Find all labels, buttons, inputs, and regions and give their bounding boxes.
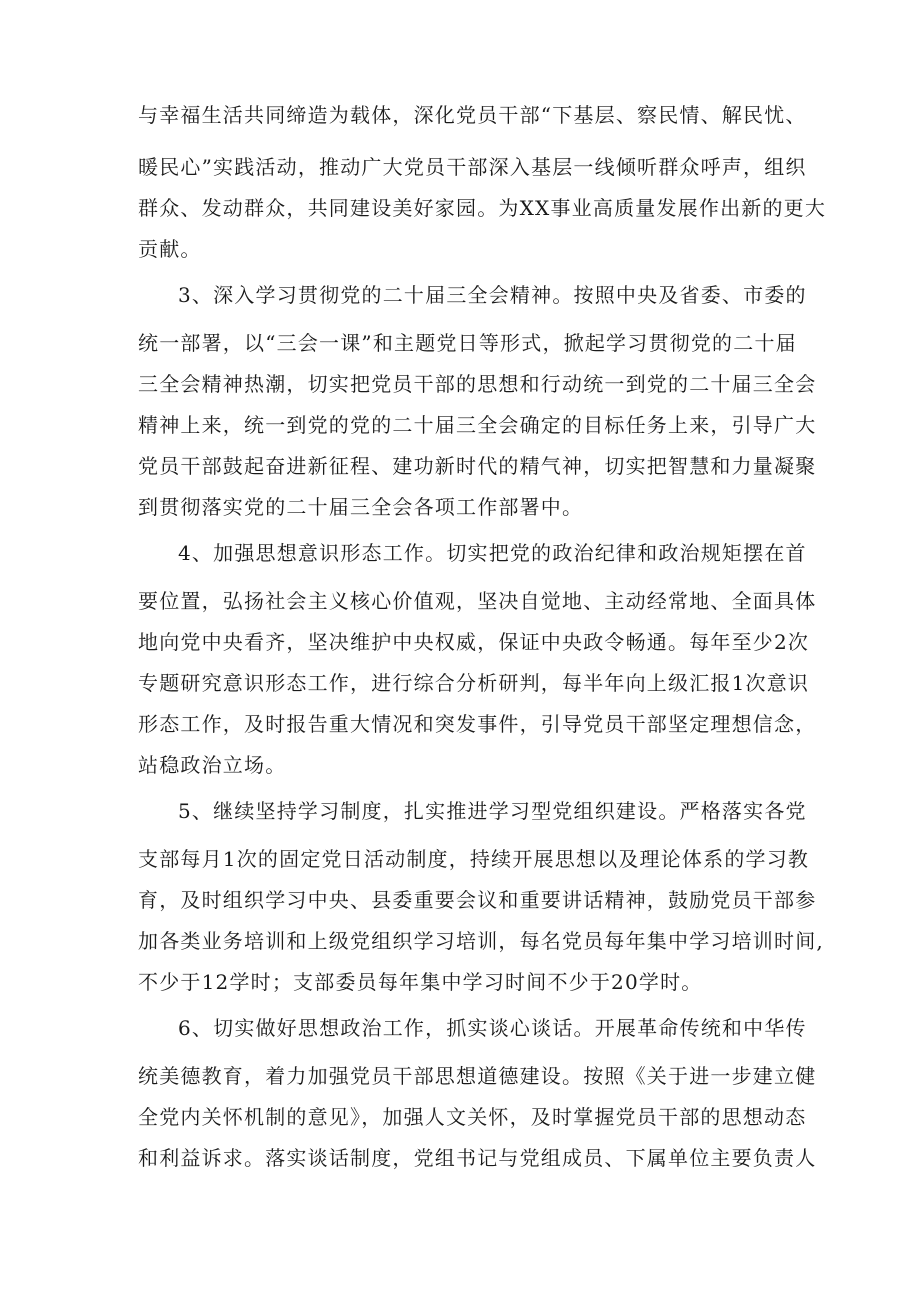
paragraph-4-heading-line: 4、加强思想意识形态工作。切实把党的政治纪律和政治规矩摆在首 bbox=[178, 541, 807, 565]
text-line: 地向党中央看齐，坚决维护中央权威，保证中央政令畅通。每年至少2次 bbox=[138, 630, 810, 654]
text-line: 贡献。 bbox=[138, 237, 202, 261]
text-line: 与幸福生活共同缔造为载体，深化党员干部“下基层、察民情、解民忧、 bbox=[138, 103, 807, 127]
paragraph-5-heading-line: 5、继续坚持学习制度，扎实推进学习型党组织建设。严格落实各党 bbox=[178, 799, 807, 823]
text-line: 统一部署，以“三会一课”和主题党日等形式，掀起学习贯彻党的二十届 bbox=[138, 331, 797, 355]
paragraph-3-heading-line: 3、深入学习贯彻党的二十届三全会精神。按照中央及省委、市委的 bbox=[178, 283, 807, 307]
text-line: 三全会精神热潮，切实把党员干部的思想和行动统一到党的二十届三全会 bbox=[138, 372, 817, 396]
text-line: 精神上来，统一到党的党的二十届三全会确定的目标任务上来，引导广大 bbox=[138, 413, 817, 437]
text-line: 育，及时组织学习中央、县委重要会议和重要讲话精神，鼓励党员干部参 bbox=[138, 888, 817, 912]
text-line: 统美德教育，着力加强党员干部思想道德建设。按照《关于进一步建立健 bbox=[138, 1064, 817, 1088]
text-line: 形态工作，及时报告重大情况和突发事件，引导党员干部坚定理想信念， bbox=[138, 712, 817, 736]
paragraph-6-heading-line: 6、切实做好思想政治工作，抓实谈心谈话。开展革命传统和中华传 bbox=[178, 1016, 807, 1040]
text-line: 和利益诉求。落实谈话制度，党组书记与党组成员、下属单位主要负责人 bbox=[138, 1146, 817, 1170]
text-line: 不少于12学时；支部委员每年集中学习时间不少于20学时。 bbox=[138, 970, 703, 994]
text-line: 专题研究意识形态工作，进行综合分析研判，每半年向上级汇报1次意识 bbox=[138, 671, 810, 695]
text-line: 到贯彻落实党的二十届三全会各项工作部署中。 bbox=[138, 495, 584, 519]
text-line: 要位置，弘扬社会主义核心价值观，坚决自觉地、主动经常地、全面具体 bbox=[138, 589, 817, 613]
text-line: 支部每月1次的固定党日活动制度，持续开展思想以及理论体系的学习教 bbox=[138, 847, 810, 871]
text-line: 暖民心”实践活动，推动广大党员干部深入基层一线倾听群众呼声，组织 bbox=[138, 155, 807, 179]
text-line: 站稳政治立场。 bbox=[138, 753, 287, 777]
text-line: 群众、发动群众，共同建设美好家园。为XX事业高质量发展作出新的更大 bbox=[138, 196, 827, 220]
text-line: 加各类业务培训和上级党组织学习培训，每名党员每年集中学习培训时间, bbox=[138, 929, 824, 953]
text-line: 党员干部鼓起奋进新征程、建功新时代的精气神，切实把智慧和力量凝聚 bbox=[138, 454, 817, 478]
text-line: 全党内关怀机制的意见》，加强人文关怀，及时掌握党员干部的思想动态 bbox=[138, 1105, 807, 1129]
